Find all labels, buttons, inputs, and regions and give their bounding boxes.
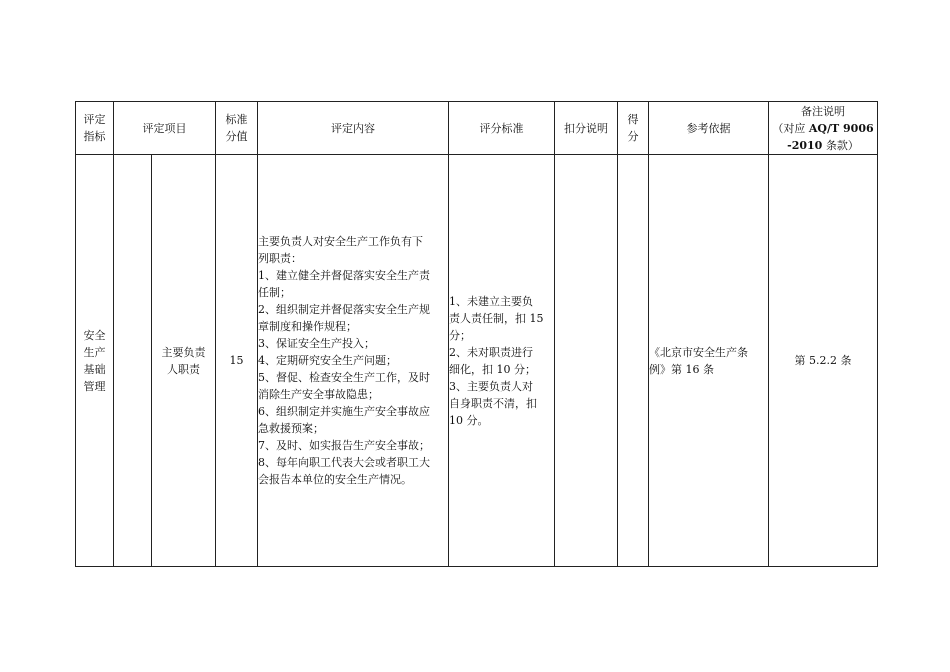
note-cell: 第 5.2.2 条 xyxy=(769,155,878,567)
header-note: 备注说明 （对应 AQ/T 9006 -2010 条款） xyxy=(769,102,878,155)
header-content: 评定内容 xyxy=(258,102,449,155)
criteria-cell: 1、未建立主要负 责人责任制，扣 15 分； 2、未对职责进行 细化，扣 10 分； 3、主要负责人对 自身职责不清，扣 10 分。 xyxy=(449,155,555,567)
header-score: 得 分 xyxy=(618,102,649,155)
points-cell xyxy=(618,155,649,567)
indicator-cell: 安全 生产 基础 管理 xyxy=(76,155,114,567)
reference-cell: 《北京市安全生产条 例》第 16 条 xyxy=(649,155,769,567)
header-criteria: 评分标准 xyxy=(449,102,555,155)
sub-item-cell: 主要负责 人职责 xyxy=(152,155,216,567)
header-row xyxy=(76,102,878,155)
header-project: 评定项目 xyxy=(114,102,216,155)
header-score-standard: 标准 分值 xyxy=(216,102,258,155)
header-reference: 参考依据 xyxy=(649,102,769,155)
table-row xyxy=(76,155,878,567)
evaluation-table xyxy=(75,101,878,567)
header-deduction: 扣分说明 xyxy=(555,102,618,155)
header-indicator: 评定 指标 xyxy=(76,102,114,155)
deduction-cell xyxy=(555,155,618,567)
content-cell: 主要负责人对安全生产工作负有下 列职责： 1、建立健全并督促落实安全生产责 任制； 2、组织制定并督促落实安全生产规 章制度和操作规程； 3、保证安全生产投入； 4、定期研究安全生产问题； 5、督促、检查安全生产工作，及时 消除生产安全事故隐患； 6、组织制定并实施生产安全事故应 急救援预案； 7、及时、如实报告生产安全事故； 8、每年向职工代表大会或者职工大 会报告本单位的安全生产情况。 xyxy=(258,155,449,567)
score-standard-cell: 15 xyxy=(216,155,258,567)
project-blank-cell xyxy=(114,155,152,567)
